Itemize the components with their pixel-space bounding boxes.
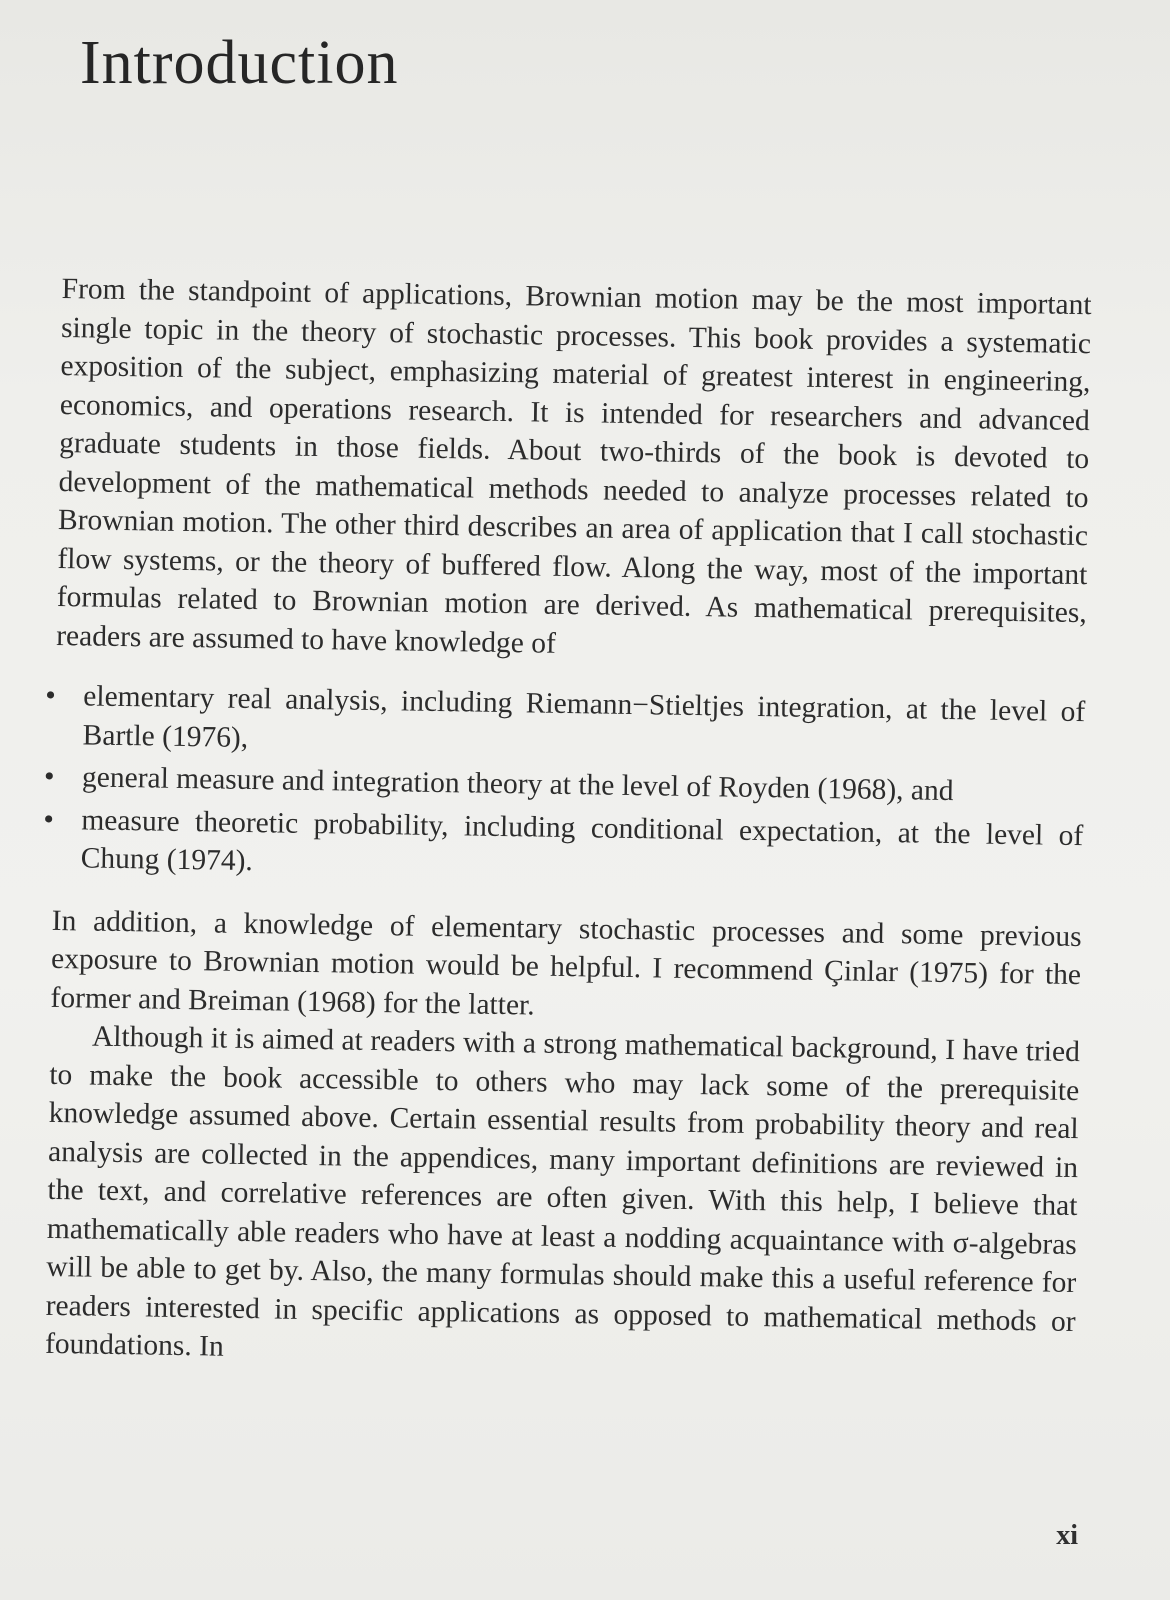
paragraph-accessibility: Although it is aimed at readers with a strong mathematical background, I have tried to make the book accessible to others who may lack some of the prerequisite knowledge assumed above. Certain essential results from probability theory and real analysis are collected in the appendices, many important definitions are reviewed in the text, and correlative references are often given. With this help, I believe that mathematically able readers who have at least a nodding acquaintance with σ-algebras will be able to get by. Also, the many formulas should make this a useful reference for readers interested in specific applications as opposed to mathematical methods or foundations. In — [44, 1020, 1081, 1363]
page-number: xi — [1056, 1520, 1078, 1551]
paragraph-intro: From the standpoint of applications, Brownian motion may be the most important single topic in the theory of stochastic processes. This book provides a systematic exposition of the subject, emphasizing material of greatest interest in engineering, economics, and operations research. It is intended for researchers and advanced graduate students in those fields. About two-thirds of the book is devoted to development of the mathematical methods needed to analyze processes related to Brownian motion. The other third describes an area of application that I call stochastic flow systems, or the theory of buffered flow. Along the way, most of the important formulas related to Brownian motion are derived. As mathematical prerequisites, readers are assumed to have knowledge of — [56, 272, 1092, 660]
body-text — [45, 270, 1092, 1380]
list-item: • measure theoretic probability, including conditional expectation, at the level of Chung (1974). — [42, 800, 1083, 893]
list-item: • elementary real analysis, including Riemann−Stieltjes integration, at the level of Bartle (1976), — [44, 677, 1085, 770]
paragraph-addition: In addition, a knowledge of elementary stochastic processes and some previous exposure to Brownian motion would be helpful. I recommend Çinlar (1975) for the former and Breiman (1968) for the latter. — [50, 904, 1082, 1022]
page-title: Introduction — [80, 29, 399, 97]
list-item: • general measure and integration theory at the level of Royden (1968), and — [44, 758, 1084, 813]
prerequisites-list — [52, 677, 1085, 894]
